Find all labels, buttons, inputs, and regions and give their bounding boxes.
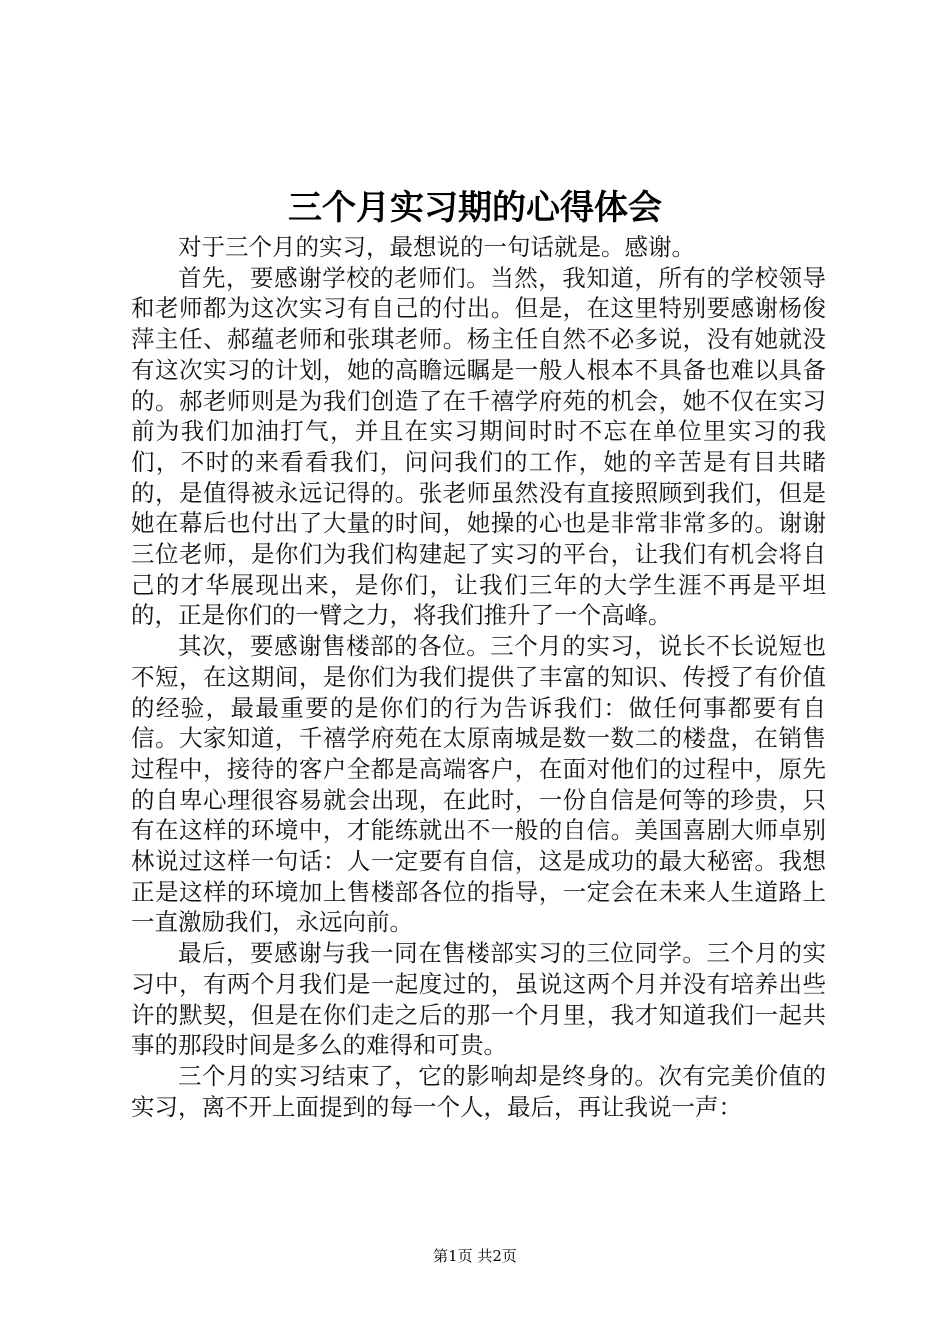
paragraph: 其次，要感谢售楼部的各位。三个月的实习，说长不长说短也不短，在这期间，是你们为我们提供了丰富的知识、传授了有价值的经验，最最重要的是你们的行为告诉我们：做任何事都要有自信。大家知道，千禧学府苑在太原南城是数一数二的楼盘，在销售过程中，接待的客户全都是高端客户，在面对他们的过程中，原先的自卑心理很容易就会出现，在此时，一份自信是何等的珍贵，只有在这样的环境中，才能练就出不一般的自信。美国喜剧大师卓别林说过这样一句话：人一定要有自信，这是成功的最大秘密。我想正是这样的环境加上售楼部各位的指导，一定会在未来人生道路上一直激励我们，永远向前。 xyxy=(131,632,826,937)
paragraph: 对于三个月的实习，最想说的一句话就是。感谢。 xyxy=(178,233,695,261)
page-number-footer: 第1页 共2页 xyxy=(433,1247,517,1265)
paragraph: 最后，要感谢与我一同在售楼部实习的三位同学。三个月的实习中，有两个月我们是一起度过的，虽说这两个月并没有培养出些许的默契，但是在你们走之后的那一个月里，我才知道我们一起共事的那段时间是多么的难得和可贵。 xyxy=(131,939,826,1060)
paragraph: 三个月的实习结束了，它的影响却是终身的。次有完美价值的实习，离不开上面提到的每一个人，最后，再让我说一声： xyxy=(131,1061,826,1121)
document-body xyxy=(131,232,826,1122)
document-title: 三个月实习期的心得体会 xyxy=(288,188,662,228)
paragraph: 首先，要感谢学校的老师们。当然，我知道，所有的学校领导和老师都为这次实习有自己的付出。但是，在这里特别要感谢杨俊萍主任、郝蕴老师和张琪老师。杨主任自然不必多说，没有她就没有这次实习的计划，她的高瞻远瞩是一般人根本不具备也难以具备的。郝老师则是为我们创造了在千禧学府苑的机会，她不仅在实习前为我们加油打气，并且在实习期间时时不忘在单位里实习的我们，不时的来看看我们，问问我们的工作，她的辛苦是有目共睹的，是值得被永远记得的。张老师虽然没有直接照顾到我们，但是她在幕后也付出了大量的时间，她操的心也是非常非常多的。谢谢三位老师，是你们为我们构建起了实习的平台，让我们有机会将自己的才华展现出来，是你们，让我们三年的大学生涯不再是平坦的，正是你们的一臂之力，将我们推升了一个高峰。 xyxy=(131,263,826,630)
